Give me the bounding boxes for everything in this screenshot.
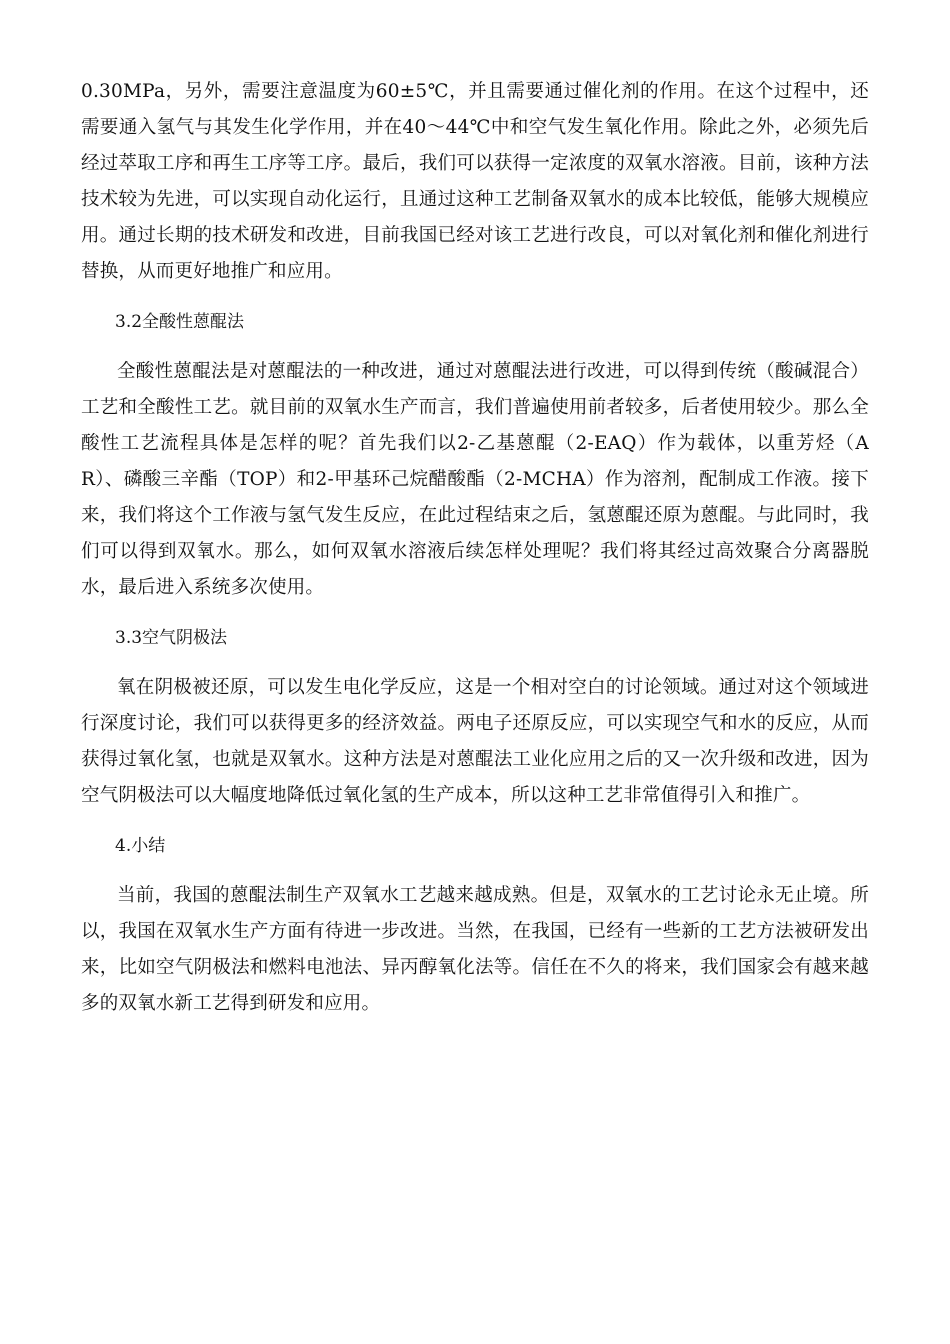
paragraph-summary: 当前，我国的蒽醌法制生产双氧水工艺越来越成熟。但是，双氧水的工艺讨论永无止境。所以，我国在双氧水生产方面有待进一步改进。当然，在我国，已经有一些新的工艺方法被研发出来，比如空气阴极法和燃料电池法、异丙醇氧化法等。信任在不久的将来，我们国家会有越来越多的双氧水新工艺得到研发和应用。: [81, 885, 869, 1014]
paragraph-anthraquinone-process-continued: 0.30MPa，另外，需要注意温度为60±5℃，并且需要通过催化剂的作用。在这个过程中，还需要通入氢气与其发生化学作用，并在40～44℃中和空气发生氧化作用。除此之外，必须先后经过萃取工序和再生工序等工序。最后，我们可以获得一定浓度的双氧水溶液。目前，该种方法技术较为先进，可以实现自动化运行，且通过这种工艺制备双氧水的成本比较低，能够大规模应用。通过长期的技术研发和改进，目前我国已经对该工艺进行改良，可以对氧化剂和催化剂进行替换，从而更好地推广和应用。: [81, 81, 869, 282]
section-heading-4: 4.小结: [115, 836, 166, 856]
paragraph-air-cathode: 氧在阴极被还原，可以发生电化学反应，这是一个相对空白的讨论领域。通过对这个领域进行深度讨论，我们可以获得更多的经济效益。两电子还原反应，可以实现空气和水的反应，从而获得过氧化氢，也就是双氧水。这种方法是对蒽醌法工业化应用之后的又一次升级和改进，因为空气阴极法可以大幅度地降低过氧化氢的生产成本，所以这种工艺非常值得引入和推广。: [81, 677, 869, 806]
section-heading-3-2: 3.2全酸性蒽醌法: [115, 312, 245, 332]
section-heading-3-3: 3.3空气阴极法: [115, 628, 228, 648]
document-body: [81, 74, 869, 1036]
paragraph-full-acid-anthraquinone: 全酸性蒽醌法是对蒽醌法的一种改进，通过对蒽醌法进行改进，可以得到传统（酸碱混合）工艺和全酸性工艺。就目前的双氧水生产而言，我们普遍使用前者较多，后者使用较少。那么全酸性工艺流程具体是怎样的呢？首先我们以2-乙基蒽醌（2-EAQ）作为载体，以重芳烃（AR）、磷酸三辛酯（TOP）和2-甲基环己烷醋酸酯（2-MCHA）作为溶剂，配制成工作液。接下来，我们将这个工作液与氢气发生反应，在此过程结束之后，氢蒽醌还原为蒽醌。与此同时，我们可以得到双氧水。那么，如何双氧水溶液后续怎样处理呢？我们将其经过高效聚合分离器脱水，最后进入系统多次使用。: [81, 361, 869, 598]
